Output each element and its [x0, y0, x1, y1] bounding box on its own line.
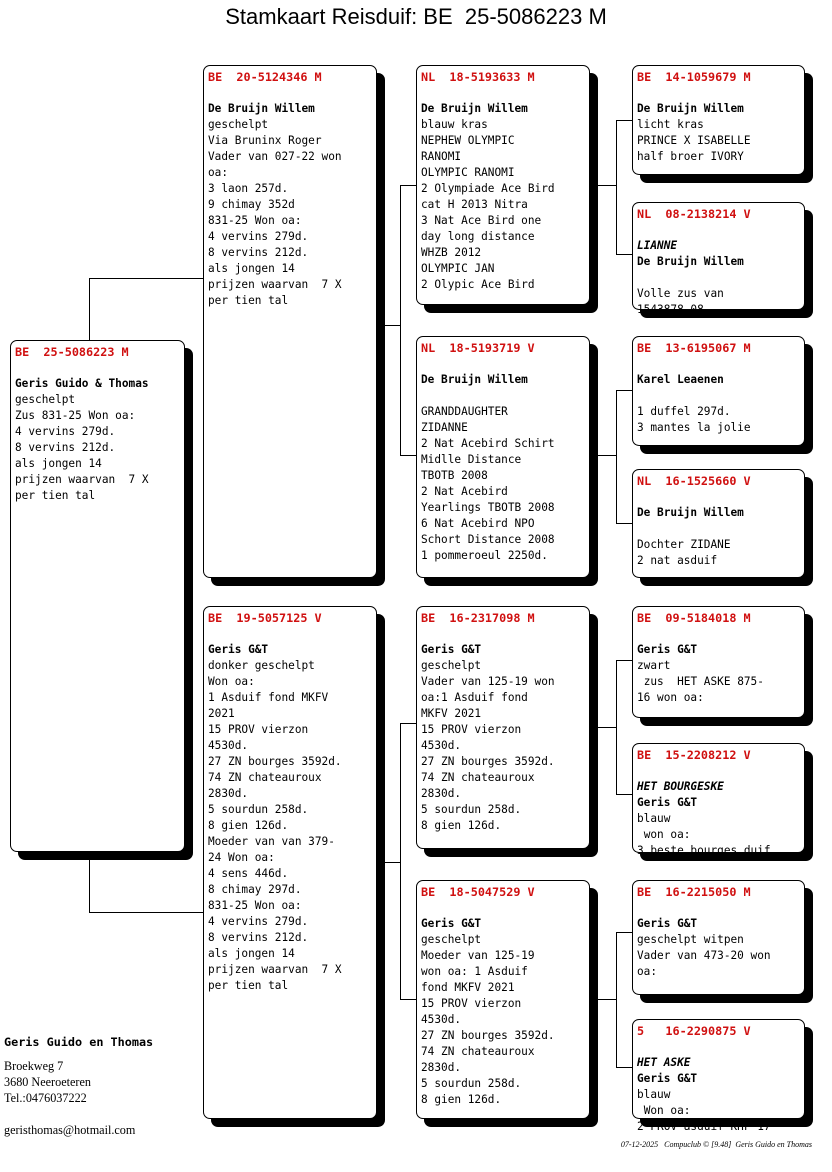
connector-line	[616, 120, 632, 121]
note-line: per tien tal	[15, 489, 96, 502]
note-line: 74 ZN chateauroux	[208, 771, 322, 784]
note-line: 1 Asduif fond MKFV	[208, 691, 329, 704]
print-stamp: 07-12-2025 Compuclub © [9.48] Geris Guido en Thomas	[620, 1140, 812, 1149]
note-line: oa:1 Asduif fond	[421, 691, 528, 704]
note-line: NEPHEW OLYMPIC	[421, 134, 515, 147]
note-line: 8 chimay 297d.	[208, 883, 302, 896]
note-line: WHZB 2012	[421, 246, 482, 259]
note-line: 15 PROV vierzon	[421, 723, 522, 736]
ring-number: BE 20-5124346 M	[208, 70, 322, 84]
note-line: zus HET ASKE 875-	[637, 675, 764, 688]
note-line: 27 ZN bourges 3592d.	[208, 755, 342, 768]
pigeon-card-sd-dam[interactable]	[632, 469, 805, 578]
note-line: geschelpt witpen	[637, 933, 744, 946]
breeder-name: Geris G&T	[637, 917, 698, 930]
connector-line	[384, 862, 401, 863]
note-line: 4530d.	[208, 739, 249, 752]
ring-number: BE 25-5086223 M	[15, 345, 129, 359]
pigeon-card-dam-sire[interactable]	[416, 606, 590, 849]
ring-number: 5 16-2290875 V	[637, 1024, 751, 1038]
connector-line	[400, 999, 417, 1000]
note-line: Moeder van 125-19	[421, 949, 535, 962]
pigeon-notes	[421, 658, 586, 834]
note-line: 27 ZN bourges 3592d.	[421, 1029, 555, 1042]
note-line: half broer IVORY	[637, 150, 744, 163]
note-line: 4530d.	[421, 1013, 462, 1026]
connector-line	[616, 254, 632, 255]
note-line: day long distance	[421, 230, 535, 243]
pigeon-notes	[208, 117, 373, 309]
note-line: Zus 831-25 Won oa:	[15, 409, 136, 422]
note-line	[637, 388, 801, 404]
ring-number: BE 19-5057125 V	[208, 611, 322, 625]
note-line: prijzen waarvan 7 X	[208, 963, 342, 976]
ring-number: BE 16-2215050 M	[637, 885, 751, 899]
note-line: als jongen 14	[208, 947, 295, 960]
note-line: 4530d.	[421, 739, 462, 752]
connector-line	[400, 723, 401, 1000]
breeder-name: De Bruijn Willem	[637, 506, 744, 519]
note-line: Midlle Distance	[421, 453, 522, 466]
connector-line	[400, 723, 417, 724]
pigeon-notes	[637, 658, 801, 706]
note-line: oa:	[637, 965, 658, 978]
pigeon-notes	[637, 117, 801, 165]
note-line: PRINCE X ISABELLE	[637, 134, 751, 147]
breeder-name: Geris G&T	[637, 643, 698, 656]
note-line: 27 ZN bourges 3592d.	[421, 755, 555, 768]
ring-number: BE 15-2208212 V	[637, 748, 751, 762]
pigeon-notes	[208, 658, 373, 994]
note-line: Yearlings TBOTB 2008	[421, 501, 555, 514]
ring-number: NL 18-5193719 V	[421, 341, 535, 355]
ring-number: BE 18-5047529 V	[421, 885, 535, 899]
note-line: 4 sens 446d.	[208, 867, 289, 880]
pigeon-notes	[637, 811, 801, 859]
note-line: fond MKFV 2021	[421, 981, 515, 994]
note-line: 2 Nat Acebird	[421, 485, 508, 498]
note-line: 2 Olympiade Ace Bird	[421, 182, 555, 195]
pigeon-card-sire[interactable]	[203, 65, 377, 578]
connector-line	[89, 278, 204, 279]
note-line: 24 Won oa:	[208, 851, 275, 864]
connector-line	[597, 727, 617, 728]
note-line: Dochter ZIDANE	[637, 538, 731, 551]
breeder-name: De Bruijn Willem	[421, 373, 528, 386]
note-line: 16 won oa:	[637, 691, 704, 704]
note-line: 5 sourdun 258d.	[421, 1077, 522, 1090]
ring-number: BE 14-1059679 M	[637, 70, 751, 84]
ring-number: NL 18-5193633 M	[421, 70, 535, 84]
note-line	[637, 521, 801, 537]
connector-line	[384, 325, 401, 326]
ring-number: BE 13-6195067 M	[637, 341, 751, 355]
pigeon-card-dd-sire[interactable]	[632, 880, 805, 995]
pigeon-card-dd-dam[interactable]	[632, 1019, 805, 1133]
owner-street: Broekweg 7	[4, 1059, 64, 1073]
note-line: won oa:	[637, 828, 691, 841]
pigeon-notes	[637, 932, 801, 980]
note-line: oa:	[208, 166, 229, 179]
note-line: geschelpt	[421, 933, 482, 946]
breeder-name: Geris G&T	[421, 917, 482, 930]
note-line: 2 Olypic Ace Bird	[421, 278, 535, 291]
connector-line	[597, 185, 617, 186]
note-line: 9 chimay 352d	[208, 198, 295, 211]
pigeon-card-sd-sire[interactable]	[632, 336, 805, 446]
note-line: MKFV 2021	[421, 707, 482, 720]
note-line: 4 vervins 279d.	[208, 230, 309, 243]
note-line: 3 Nat Ace Bird one	[421, 214, 542, 227]
note-line: Schort Distance 2008	[421, 533, 555, 546]
note-line: prijzen waarvan 7 X	[15, 473, 149, 486]
note-line: blauw	[637, 812, 671, 825]
connector-line	[616, 932, 632, 933]
owner-phone: Tel.:0476037222	[4, 1091, 87, 1105]
note-line: 2830d.	[421, 787, 462, 800]
note-line: 5 sourdun 258d.	[208, 803, 309, 816]
connector-line	[597, 455, 617, 456]
breeder-name: De Bruijn Willem	[637, 255, 744, 268]
note-line: 74 ZN chateauroux	[421, 771, 535, 784]
owner-name: Geris Guido en Thomas	[4, 1035, 154, 1049]
breeder-name: Geris G&T	[421, 643, 482, 656]
pigeon-card-sire-sire[interactable]	[416, 65, 590, 305]
connector-line	[616, 1067, 632, 1068]
note-line: RANOMI	[421, 150, 462, 163]
note-line: cat H 2013 Nitra	[421, 198, 528, 211]
pigeon-notes	[637, 388, 801, 436]
pigeon-notes	[421, 117, 586, 293]
note-line: ZIDANNE	[421, 421, 468, 434]
connector-line	[616, 794, 632, 795]
note-line: 831-25 Won oa:	[208, 899, 302, 912]
note-line: als jongen 14	[15, 457, 102, 470]
breeder-name: De Bruijn Willem	[637, 102, 744, 115]
breeder-name: De Bruijn Willem	[421, 102, 528, 115]
note-line: prijzen waarvan 7 X	[208, 278, 342, 291]
pigeon-card-ss-dam[interactable]	[632, 202, 805, 316]
note-line: 3 laon 257d.	[208, 182, 289, 195]
connector-line	[616, 932, 617, 1068]
note-line: 8 gien 126d.	[208, 819, 289, 832]
ring-number: BE 09-5184018 M	[637, 611, 751, 625]
pigeon-card-ds-dam[interactable]	[632, 743, 805, 857]
connector-line	[597, 999, 617, 1000]
note-line: Vader van 027-22 won	[208, 150, 342, 163]
ring-number: BE 16-2317098 M	[421, 611, 535, 625]
pigeon-card-subject[interactable]	[10, 340, 185, 852]
note-line: 2830d.	[421, 1061, 462, 1074]
note-line: zwart	[637, 659, 671, 672]
pigeon-notes	[421, 932, 586, 1108]
breeder-name: Geris G&T	[208, 643, 269, 656]
breeder-name: De Bruijn Willem	[208, 102, 315, 115]
note-line: 831-25 Won oa:	[208, 214, 302, 227]
connector-line	[616, 120, 617, 255]
note-line: GRANDDAUGHTER	[421, 405, 508, 418]
page-title: Stamkaart Reisduif: BE 25-5086223 M	[225, 4, 607, 29]
pigeon-name: LIANNE	[637, 239, 678, 252]
pigeon-notes	[15, 392, 181, 504]
note-line: 15 PROV vierzon	[208, 723, 309, 736]
note-line: Vader van 125-19 won	[421, 675, 555, 688]
pigeon-card-dam[interactable]	[203, 606, 377, 1119]
pigeon-notes	[637, 521, 801, 569]
connector-line	[89, 851, 90, 913]
note-line: Volle zus van	[637, 287, 724, 300]
note-line: 2830d.	[208, 787, 249, 800]
note-line: 5 sourdun 258d.	[421, 803, 522, 816]
ring-number: NL 08-2138214 V	[637, 207, 751, 221]
pigeon-notes	[637, 270, 801, 318]
note-line: 8 vervins 212d.	[208, 246, 309, 259]
pigeon-notes	[421, 388, 586, 564]
connector-line	[616, 660, 617, 795]
note-line: Won oa:	[637, 1104, 691, 1117]
owner-email[interactable]: geristhomas@hotmail.com	[4, 1123, 136, 1137]
pigeon-card-dam-dam[interactable]	[416, 880, 590, 1119]
note-line: per tien tal	[208, 979, 289, 992]
connector-line	[400, 185, 417, 186]
note-line: geschelpt	[421, 659, 482, 672]
breeder-name: Karel Leaenen	[637, 373, 724, 386]
note-line: blauw	[637, 1088, 671, 1101]
note-line: 2021	[208, 707, 235, 720]
note-line: als jongen 14	[208, 262, 295, 275]
breeder-name: Geris Guido & Thomas	[15, 377, 149, 390]
note-line: 3 mantes la jolie	[637, 421, 751, 434]
note-line: 4 vervins 279d.	[15, 425, 116, 438]
note-line: 2 nat asduif	[637, 554, 718, 567]
connector-line	[400, 185, 401, 456]
note-line: 8 vervins 212d.	[15, 441, 116, 454]
note-line: blauw kras	[421, 118, 488, 131]
pigeon-name: HET ASKE	[637, 1056, 691, 1069]
breeder-name: Geris G&T	[637, 1072, 698, 1085]
owner-address-block	[4, 1034, 153, 1138]
connector-line	[89, 912, 204, 913]
connector-line	[89, 278, 90, 340]
note-line: 3 beste bourges duif	[637, 844, 771, 857]
note-line: 1 pommeroeul 2250d.	[421, 549, 548, 562]
note-line: 15 PROV vierzon	[421, 997, 522, 1010]
note-line: geschelpt	[208, 118, 269, 131]
pigeon-card-sire-dam[interactable]	[416, 336, 590, 578]
pigeon-card-ss-sire[interactable]	[632, 65, 805, 175]
note-line: 6 Nat Acebird NPO	[421, 517, 535, 530]
note-line: licht kras	[637, 118, 704, 131]
note-line: 8 gien 126d.	[421, 819, 502, 832]
note-line: Via Bruninx Roger	[208, 134, 322, 147]
ring-number: NL 16-1525660 V	[637, 474, 751, 488]
note-line: 4 vervins 279d.	[208, 915, 309, 928]
breeder-name: Geris G&T	[637, 796, 698, 809]
pigeon-notes	[637, 1087, 801, 1135]
note-line: TBOTB 2008	[421, 469, 488, 482]
note-line	[421, 388, 586, 404]
note-line: donker geschelpt	[208, 659, 315, 672]
note-line: per tien tal	[208, 294, 289, 307]
note-line: geschelpt	[15, 393, 76, 406]
note-line	[637, 270, 801, 286]
connector-line	[616, 390, 632, 391]
connector-line	[400, 455, 417, 456]
note-line: Vader van 473-20 won	[637, 949, 771, 962]
owner-city: 3680 Neeroeteren	[4, 1075, 91, 1089]
note-line: Moeder van van 379-	[208, 835, 335, 848]
note-line: 2 Nat Acebird Schirt	[421, 437, 555, 450]
note-line: OLYMPIC JAN	[421, 262, 495, 275]
connector-line	[616, 390, 617, 524]
note-line: Won oa:	[208, 675, 255, 688]
note-line: 1543878-08	[637, 303, 704, 316]
note-line: 8 vervins 212d.	[208, 931, 309, 944]
note-line: 8 gien 126d.	[421, 1093, 502, 1106]
note-line: 2 PROV asduif KHF 17	[637, 1120, 771, 1133]
note-line: OLYMPIC RANOMI	[421, 166, 515, 179]
pigeon-card-ds-sire[interactable]	[632, 606, 805, 718]
connector-line	[616, 523, 632, 524]
note-line: 74 ZN chateauroux	[421, 1045, 535, 1058]
note-line: 1 duffel 297d.	[637, 405, 731, 418]
pigeon-name: HET BOURGESKE	[637, 780, 724, 793]
connector-line	[616, 660, 632, 661]
note-line: won oa: 1 Asduif	[421, 965, 528, 978]
